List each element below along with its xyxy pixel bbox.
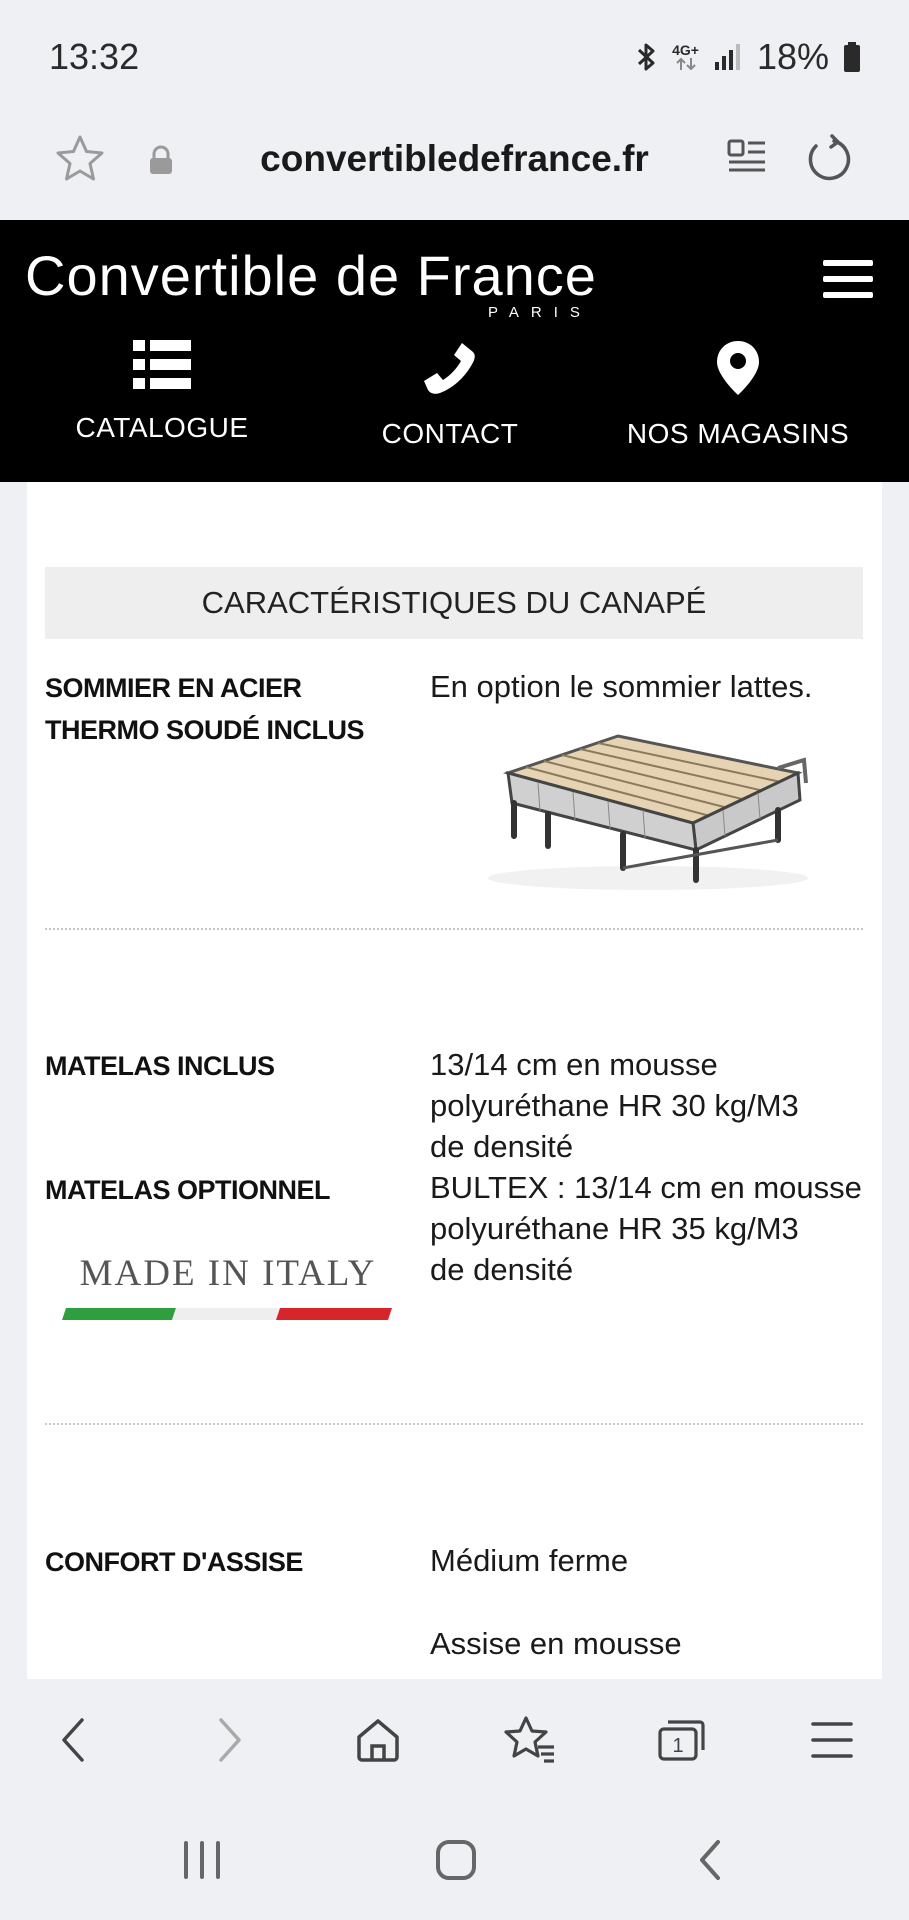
- reload-icon[interactable]: [803, 134, 853, 189]
- spec-value-matelas: [430, 1044, 870, 1290]
- nav-magasins-label: NOS MAGASINS: [626, 418, 850, 449]
- status-icons: [634, 36, 861, 78]
- spec-value-matelas-opt-line2: polyuréthane HR 35 kg/M3: [430, 1211, 799, 1246]
- brand-subtitle: PARIS: [488, 304, 592, 321]
- browser-toolbar: [0, 1679, 909, 1799]
- phone-icon: [320, 340, 580, 396]
- divider: [45, 928, 863, 930]
- hamburger-menu-icon[interactable]: [823, 259, 873, 304]
- spec-value-confort: Médium ferme: [430, 1543, 629, 1578]
- made-in-italy-badge: [58, 1252, 398, 1332]
- home-icon[interactable]: [343, 1712, 413, 1768]
- spec-value-matelas-line3: de densité: [430, 1129, 574, 1164]
- home-button-icon[interactable]: [421, 1832, 491, 1888]
- spec-label-matelas: MATELAS INCLUS: [45, 1051, 275, 1081]
- bookmarks-icon[interactable]: [495, 1712, 565, 1768]
- nav-contact[interactable]: [320, 340, 580, 450]
- spec-value-assise: Assise en mousse: [430, 1626, 682, 1661]
- brand-logo[interactable]: Convertible de France: [25, 244, 597, 307]
- list-icon: [32, 340, 292, 390]
- forward-icon[interactable]: [195, 1712, 265, 1768]
- battery-percent: 18%: [756, 36, 829, 77]
- status-time: 13:32: [49, 36, 140, 77]
- menu-icon[interactable]: [797, 1712, 867, 1768]
- sofa-bed-frame-image: [478, 728, 818, 898]
- spec-value-matelas-line1: 13/14 cm en mousse: [430, 1047, 718, 1082]
- section-title: CARACTÉRISTIQUES DU CANAPÉ: [45, 567, 863, 639]
- spec-label-sommier: [45, 667, 364, 751]
- url-text[interactable]: convertibledefrance.fr: [260, 138, 649, 179]
- italian-flag-stripe: [58, 1305, 398, 1325]
- bluetooth-icon: [634, 41, 658, 73]
- tab-count: 1: [672, 1735, 684, 1757]
- nav-catalogue[interactable]: [32, 340, 292, 444]
- nav-catalogue-label: CATALOGUE: [75, 412, 249, 443]
- network-4g-icon: 4G+: [672, 43, 699, 71]
- divider: [45, 1423, 863, 1425]
- reader-mode-icon[interactable]: [726, 137, 768, 184]
- spec-value-matelas-opt-line3: de densité: [430, 1252, 574, 1287]
- tabs-icon[interactable]: [647, 1712, 717, 1768]
- made-in-italy-text: MADE IN ITALY: [79, 1253, 377, 1294]
- spec-label-sommier-line2: THERMO SOUDÉ INCLUS: [45, 715, 365, 745]
- system-back-icon[interactable]: [676, 1832, 746, 1888]
- spec-label-matelas-optionnel: MATELAS OPTIONNEL: [45, 1175, 330, 1205]
- nav-contact-label: CONTACT: [381, 418, 519, 449]
- nav-magasins[interactable]: [608, 340, 868, 450]
- spec-value-matelas-line2: polyuréthane HR 30 kg/M3: [430, 1088, 799, 1123]
- battery-icon: [843, 41, 861, 73]
- spec-label-sommier-line1: SOMMIER EN ACIER: [45, 673, 302, 703]
- spec-label-confort: CONFORT D'ASSISE: [45, 1547, 303, 1577]
- spec-value-sommier: En option le sommier lattes.: [430, 669, 813, 704]
- back-icon[interactable]: [38, 1712, 108, 1768]
- signal-icon: [713, 42, 743, 72]
- spec-value-matelas-opt-line1: BULTEX : 13/14 cm en mousse: [430, 1170, 862, 1205]
- recent-apps-icon[interactable]: [167, 1832, 237, 1888]
- map-pin-icon: [608, 340, 868, 396]
